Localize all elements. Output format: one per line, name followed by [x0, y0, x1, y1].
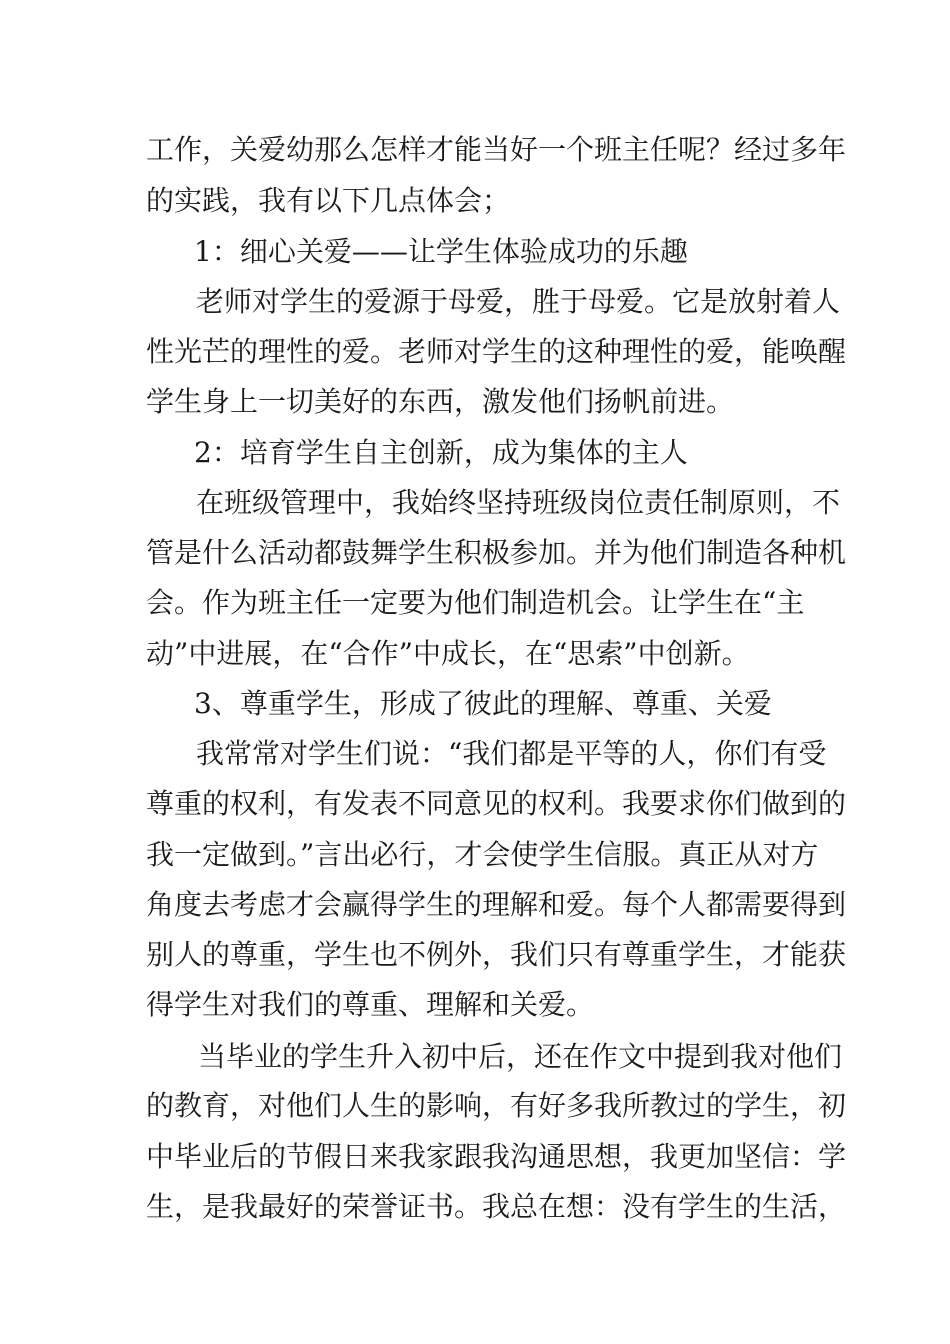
text-line: 动”中进展，在“合作”中成长，在“思索”中创新。 — [146, 637, 750, 670]
text-line: 我一定做到。”言出必行，才会使学生信服。真正从对方 — [146, 838, 819, 871]
text-line: 尊重的权利，有发表不同意见的权利。我要求你们做到的 — [146, 787, 847, 820]
text-line: 在班级管理中，我始终坚持班级岗位责任制原则，不 — [196, 486, 841, 519]
text-line: 生，是我最好的荣誉证书。我总在想：没有学生的生活， — [146, 1190, 847, 1223]
section-heading: 1：细心关爱——让学生体验成功的乐趣 — [194, 235, 688, 268]
section-heading: 3、尊重学生，形成了彼此的理解、尊重、关爱 — [194, 687, 772, 720]
text-line: 我常常对学生们说：“我们都是平等的人，你们有受 — [196, 737, 827, 770]
text-line: 工作，关爱幼那么怎样才能当好一个班主任呢？经过多年 — [146, 133, 847, 166]
text-line: 性光芒的理性的爱。老师对学生的这种理性的爱，能唤醒 — [146, 335, 847, 368]
text-line: 学生身上一切美好的东西，激发他们扬帆前进。 — [146, 385, 735, 418]
text-line: 老师对学生的爱源于母爱，胜于母爱。它是放射着人 — [196, 285, 841, 318]
text-line: 得学生对我们的尊重、理解和关爱。 — [146, 988, 595, 1021]
text-line: 的教育，对他们人生的影响，有好多我所教过的学生，初 — [146, 1089, 847, 1122]
text-line: 的实践，我有以下几点体会； — [146, 184, 511, 217]
text-line: 中毕业后的节假日来我家跟我沟通思想，我更加坚信：学 — [146, 1140, 847, 1173]
text-line: 会。作为班主任一定要为他们制造机会。让学生在“主 — [146, 586, 805, 619]
text-line: 管是什么活动都鼓舞学生积极参加。并为他们制造各种机 — [146, 536, 847, 569]
text-line: 当毕业的学生升入初中后，还在作文中提到我对他们 — [198, 1040, 843, 1073]
section-heading: 2：培育学生自主创新，成为集体的主人 — [194, 436, 688, 469]
text-line: 别人的尊重，学生也不例外，我们只有尊重学生，才能获 — [146, 938, 847, 971]
text-line: 角度去考虑才会赢得学生的理解和爱。每个人都需要得到 — [146, 888, 847, 921]
